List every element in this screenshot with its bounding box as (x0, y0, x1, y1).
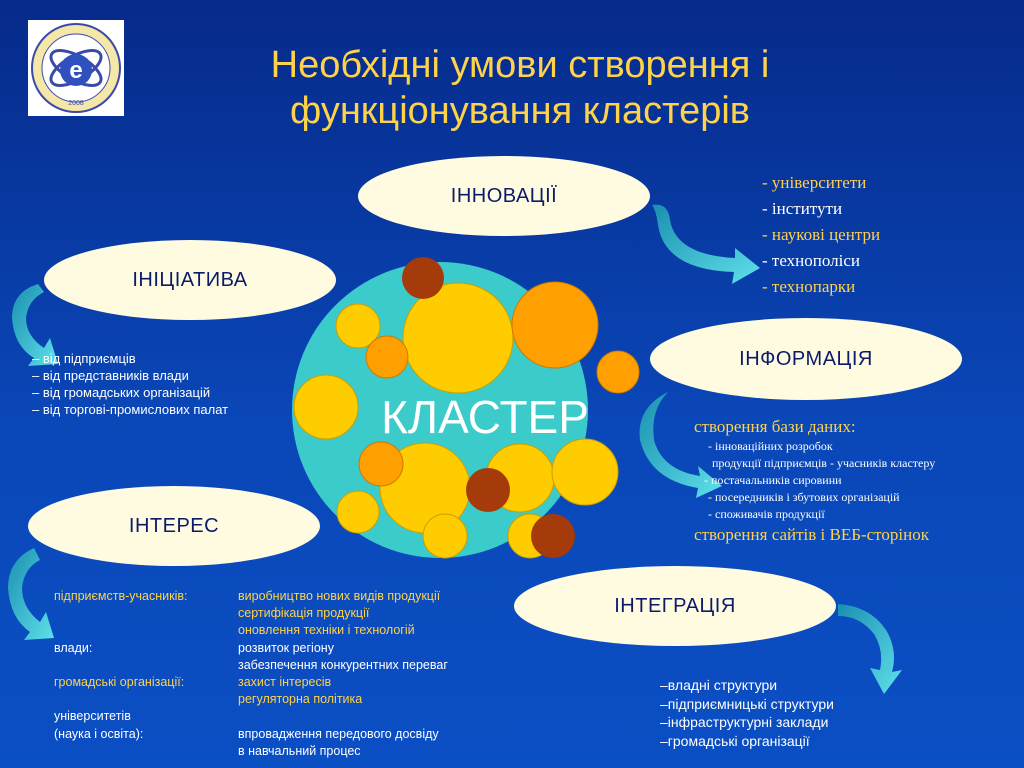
interest-value: впровадження передового досвіду (238, 726, 439, 741)
list-item: - технопарки (762, 277, 856, 296)
interest-value: регуляторна політика (238, 692, 363, 707)
bubble-orange-right (597, 351, 639, 393)
integration-list (660, 676, 834, 750)
interest-row (54, 674, 448, 691)
interest-value: сертифікація продукції (238, 606, 370, 621)
bubble-yellow-tiny (337, 491, 379, 533)
interest-label (54, 691, 238, 708)
list-item: - постачальників сировини (704, 473, 842, 487)
list-item: –підприємницькі структури (660, 695, 834, 712)
bubble-yellow-left (294, 375, 358, 439)
oval-initiative (44, 240, 336, 320)
oval-interest-label: ІНТЕРЕС (128, 514, 220, 537)
interest-value: розвиток регіону (238, 640, 334, 655)
arrow-integration (838, 604, 902, 694)
information-footer: створення сайтів і ВЕБ-сторінок (694, 525, 929, 544)
interest-row (54, 605, 448, 622)
oval-information (650, 318, 962, 400)
bubble-orange-large (512, 282, 598, 368)
interest-value: забезпечення конкурентних переваг (238, 657, 448, 672)
bubble-orange-bottom (359, 442, 403, 486)
interest-row (54, 743, 448, 760)
list-item: – від торгові-промислових палат (32, 402, 229, 417)
interest-row (54, 691, 448, 708)
list-item: – від представників влади (32, 368, 189, 383)
list-item: - технополіси (762, 251, 860, 270)
list-item: продукції підприємців - учасників кластеру (712, 456, 936, 470)
list-item: - посередників і збутових організацій (708, 490, 900, 504)
bubble-brown-mid (466, 468, 510, 512)
interest-label: (наука і освіта): (54, 726, 144, 741)
bubble-yellow-large (403, 283, 513, 393)
arrow-innovations (652, 205, 760, 284)
interest-value: в навчальний процес (238, 743, 361, 758)
oval-integration-label: ІНТЕГРАЦІЯ (614, 594, 736, 617)
list-item: - інноваційних розробок (708, 439, 833, 453)
cluster-label: КЛАСТЕР (381, 391, 589, 443)
interest-label (54, 743, 238, 760)
list-item: - споживачів продукції (708, 507, 825, 521)
title-line-2: функціонування кластерів (289, 90, 750, 132)
oval-innovations-label: ІННОВАЦІЇ (450, 184, 558, 207)
oval-information-label: ІНФОРМАЦІЯ (739, 347, 873, 370)
interest-block (54, 588, 448, 760)
list-item: - інститути (762, 199, 843, 218)
bubble-yellow-right (552, 439, 618, 505)
bubble-orange-small (366, 336, 408, 378)
oval-interest (28, 486, 320, 566)
list-item: – від громадських організацій (32, 385, 211, 400)
interest-row (54, 622, 448, 639)
interest-row (54, 708, 448, 725)
interest-label (54, 605, 238, 622)
bubble-brown-low (531, 514, 575, 558)
interest-row (54, 588, 448, 605)
interest-row (54, 657, 448, 674)
list-item: –громадські організації (660, 732, 810, 749)
initiative-list (32, 350, 228, 418)
bubble-brown (402, 257, 444, 299)
information-heading: створення бази даних: (694, 417, 856, 436)
bubble-yellow-low (423, 514, 467, 558)
interest-value: виробництво нових видів продукції (238, 589, 441, 603)
interest-label: університетів (54, 709, 131, 724)
logo-year: 2008 (68, 100, 84, 107)
svg-text:e: e (69, 57, 83, 84)
interest-label (54, 622, 238, 639)
interest-row (54, 640, 448, 657)
interest-label: влади: (54, 640, 93, 655)
interest-value: оновлення техніки і технологій (238, 623, 415, 638)
list-item: - університети (762, 173, 867, 192)
interest-label (54, 657, 238, 674)
interest-label: громадські організації: (54, 675, 185, 690)
information-block (694, 416, 1019, 547)
list-item: –владні структури (660, 677, 778, 693)
oval-initiative-label: ІНІЦІАТИВА (132, 268, 248, 291)
interest-value: захист інтересів (238, 675, 332, 690)
oval-integration (514, 566, 836, 646)
list-item: – від підприємців (32, 351, 136, 366)
interest-row (54, 726, 448, 743)
interest-label: підприємств-учасників: (54, 589, 188, 603)
innovations-list (762, 170, 880, 300)
title-line-1: Необхідні умови створення і (270, 44, 770, 86)
oval-innovations (358, 156, 650, 236)
list-item: –інфраструктурні заклади (660, 714, 829, 730)
list-item: - наукові центри (762, 225, 881, 244)
arrow-interest (8, 548, 54, 640)
